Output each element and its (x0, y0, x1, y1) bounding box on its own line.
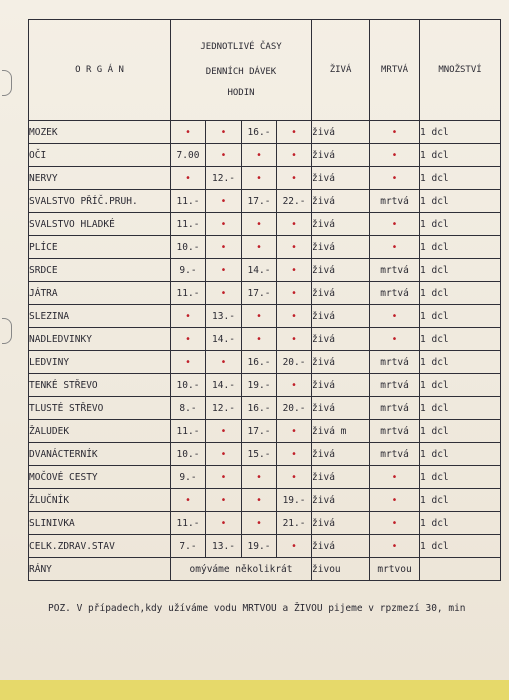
time-cell: • (206, 190, 242, 213)
header-row (29, 20, 501, 121)
time-cell: • (206, 420, 242, 443)
times-cell: omýváme několikrát (171, 558, 312, 581)
live-cell: živá (312, 397, 370, 420)
time-cell: 11.- (171, 282, 206, 305)
organ-cell: CELK.ZDRAV.STAV (29, 535, 171, 558)
dead-cell: mrtvá (370, 443, 420, 466)
live-cell: živá (312, 305, 370, 328)
dead-cell: • (370, 167, 420, 190)
amount-cell: 1 dcl (420, 121, 501, 144)
time-cell: • (277, 374, 312, 397)
organ-cell: ŽALUDEK (29, 420, 171, 443)
table-row-wounds (29, 558, 501, 581)
organ-schedule-table (28, 19, 501, 581)
table-row (29, 305, 501, 328)
time-cell: • (171, 305, 206, 328)
organ-cell: TENKÉ STŘEVO (29, 374, 171, 397)
header-times-line1: JEDNOTLIVÉ ČASY (200, 41, 282, 52)
time-cell: 20.- (277, 351, 312, 374)
amount-cell: 1 dcl (420, 443, 501, 466)
live-cell: živá (312, 351, 370, 374)
organ-cell: SLINIVKA (29, 512, 171, 535)
header-times (171, 20, 312, 121)
table-row (29, 144, 501, 167)
live-cell: živá (312, 121, 370, 144)
amount-cell: 1 dcl (420, 190, 501, 213)
header-live: ŽIVÁ (312, 20, 370, 121)
amount-cell: 1 dcl (420, 397, 501, 420)
amount-cell: 1 dcl (420, 328, 501, 351)
time-cell: 15.- (242, 443, 277, 466)
time-cell: 17.- (242, 282, 277, 305)
dead-cell: • (370, 213, 420, 236)
time-cell: • (242, 328, 277, 351)
amount-cell: 1 dcl (420, 144, 501, 167)
time-cell: 20.- (277, 397, 312, 420)
time-cell: • (277, 121, 312, 144)
time-cell: • (277, 535, 312, 558)
dead-cell: • (370, 328, 420, 351)
amount-cell: 1 dcl (420, 535, 501, 558)
amount-cell: 1 dcl (420, 466, 501, 489)
time-cell: 10.- (171, 374, 206, 397)
time-cell: • (277, 236, 312, 259)
time-cell: • (171, 328, 206, 351)
dead-cell: • (370, 144, 420, 167)
dead-cell: mrtvá (370, 351, 420, 374)
time-cell: • (277, 213, 312, 236)
time-cell: 12.- (206, 167, 242, 190)
organ-cell: SVALSTVO HLADKÉ (29, 213, 171, 236)
table-row (29, 512, 501, 535)
dead-cell: • (370, 305, 420, 328)
table-row (29, 121, 501, 144)
dead-cell: • (370, 121, 420, 144)
organ-cell: SVALSTVO PŘÍČ.PRUH. (29, 190, 171, 213)
organ-cell: NADLEDVINKY (29, 328, 171, 351)
time-cell: 21.- (277, 512, 312, 535)
table-row (29, 489, 501, 512)
time-cell: 22.- (277, 190, 312, 213)
live-cell: živá (312, 374, 370, 397)
time-cell: • (206, 512, 242, 535)
time-cell: 10.- (171, 443, 206, 466)
organ-cell: OČI (29, 144, 171, 167)
time-cell: • (206, 351, 242, 374)
organ-cell: DVANÁCTERNÍK (29, 443, 171, 466)
time-cell: • (277, 466, 312, 489)
live-cell: živá (312, 190, 370, 213)
amount-cell: 1 dcl (420, 213, 501, 236)
time-cell: • (242, 512, 277, 535)
table-row (29, 535, 501, 558)
time-cell: 17.- (242, 420, 277, 443)
amount-cell: 1 dcl (420, 489, 501, 512)
time-cell: 11.- (171, 213, 206, 236)
time-cell: • (206, 282, 242, 305)
header-organ: O R G Á N (29, 20, 171, 121)
time-cell: • (206, 213, 242, 236)
time-cell: 11.- (171, 512, 206, 535)
live-cell: živá m (312, 420, 370, 443)
dead-cell: • (370, 466, 420, 489)
dead-cell: • (370, 512, 420, 535)
amount-cell (420, 558, 501, 581)
header-amount: MNOŽSTVÍ (420, 20, 501, 121)
time-cell: • (277, 282, 312, 305)
time-cell: • (206, 489, 242, 512)
amount-cell: 1 dcl (420, 259, 501, 282)
amount-cell: 1 dcl (420, 512, 501, 535)
time-cell: • (277, 305, 312, 328)
organ-cell: JÁTRA (29, 282, 171, 305)
dead-cell: • (370, 535, 420, 558)
time-cell: • (206, 144, 242, 167)
organ-cell: TLUSTÉ STŘEVO (29, 397, 171, 420)
time-cell: 9.- (171, 259, 206, 282)
dead-cell: mrtvá (370, 374, 420, 397)
time-cell: 19.- (277, 489, 312, 512)
amount-cell: 1 dcl (420, 236, 501, 259)
live-cell: živá (312, 144, 370, 167)
time-cell: • (242, 236, 277, 259)
time-cell: 16.- (242, 397, 277, 420)
time-cell: • (206, 443, 242, 466)
table-row (29, 374, 501, 397)
binder-hole (2, 70, 12, 96)
organ-cell: SLEZINA (29, 305, 171, 328)
organ-cell: RÁNY (29, 558, 171, 581)
time-cell: • (277, 259, 312, 282)
time-cell: 11.- (171, 420, 206, 443)
dead-cell: • (370, 489, 420, 512)
table-row (29, 443, 501, 466)
time-cell: 13.- (206, 535, 242, 558)
table-row (29, 328, 501, 351)
organ-cell: SRDCE (29, 259, 171, 282)
time-cell: 16.- (242, 121, 277, 144)
footnote: POZ. V případech,kdy užíváme vodu MRTVOU a ŽIVOU pijeme v rpzmezí 30, min (48, 603, 466, 614)
time-cell: • (206, 236, 242, 259)
time-cell: 17.- (242, 190, 277, 213)
dead-cell: mrtvou (370, 558, 420, 581)
table-row (29, 282, 501, 305)
amount-cell: 1 dcl (420, 420, 501, 443)
time-cell: • (242, 167, 277, 190)
table-row (29, 397, 501, 420)
table-row (29, 351, 501, 374)
live-cell: živá (312, 512, 370, 535)
time-cell: 19.- (242, 374, 277, 397)
amount-cell: 1 dcl (420, 374, 501, 397)
time-cell: 9.- (171, 466, 206, 489)
organ-cell: PLÍCE (29, 236, 171, 259)
live-cell: živá (312, 535, 370, 558)
time-cell: 19.- (242, 535, 277, 558)
table-row (29, 190, 501, 213)
table-row (29, 466, 501, 489)
organ-cell: MOČOVÉ CESTY (29, 466, 171, 489)
time-cell: • (206, 466, 242, 489)
binder-hole (2, 318, 12, 344)
live-cell: živá (312, 466, 370, 489)
amount-cell: 1 dcl (420, 305, 501, 328)
amount-cell: 1 dcl (420, 282, 501, 305)
time-cell: • (277, 420, 312, 443)
time-cell: • (171, 351, 206, 374)
table-row (29, 420, 501, 443)
time-cell: • (242, 466, 277, 489)
dead-cell: mrtvá (370, 282, 420, 305)
amount-cell: 1 dcl (420, 167, 501, 190)
organ-cell: LEDVINY (29, 351, 171, 374)
amount-cell: 1 dcl (420, 351, 501, 374)
time-cell: • (171, 167, 206, 190)
live-cell: živá (312, 328, 370, 351)
live-cell: živá (312, 282, 370, 305)
time-cell: • (242, 489, 277, 512)
live-cell: živá (312, 167, 370, 190)
time-cell: 13.- (206, 305, 242, 328)
table-row (29, 236, 501, 259)
live-cell: živá (312, 236, 370, 259)
time-cell: • (277, 167, 312, 190)
live-cell: živá (312, 259, 370, 282)
table-row (29, 167, 501, 190)
organ-cell: MOZEK (29, 121, 171, 144)
dead-cell: mrtvá (370, 397, 420, 420)
time-cell: • (242, 144, 277, 167)
live-cell: živá (312, 489, 370, 512)
bottom-edge (0, 680, 509, 700)
header-times-line2: DENNÍCH DÁVEK (205, 66, 277, 77)
table-row (29, 259, 501, 282)
time-cell: 7.00 (171, 144, 206, 167)
time-cell: 16.- (242, 351, 277, 374)
time-cell: • (171, 489, 206, 512)
table-row (29, 213, 501, 236)
time-cell: • (277, 443, 312, 466)
organ-cell: ŽLUČNÍK (29, 489, 171, 512)
time-cell: 14.- (206, 328, 242, 351)
time-cell: 11.- (171, 190, 206, 213)
dead-cell: mrtvá (370, 259, 420, 282)
live-cell: živá (312, 443, 370, 466)
time-cell: 8.- (171, 397, 206, 420)
dead-cell: • (370, 236, 420, 259)
time-cell: 14.- (242, 259, 277, 282)
time-cell: 12.- (206, 397, 242, 420)
time-cell: • (277, 328, 312, 351)
time-cell: • (206, 121, 242, 144)
time-cell: • (206, 259, 242, 282)
header-times-line3: HODIN (227, 87, 255, 98)
time-cell: • (277, 144, 312, 167)
organ-cell: NERVY (29, 167, 171, 190)
dead-cell: mrtvá (370, 190, 420, 213)
time-cell: • (242, 213, 277, 236)
time-cell: 7.- (171, 535, 206, 558)
time-cell: 10.- (171, 236, 206, 259)
live-cell: živá (312, 213, 370, 236)
time-cell: 14.- (206, 374, 242, 397)
time-cell: • (171, 121, 206, 144)
dead-cell: mrtvá (370, 420, 420, 443)
time-cell: • (242, 305, 277, 328)
live-cell: živou (312, 558, 370, 581)
header-dead: MRTVÁ (370, 20, 420, 121)
